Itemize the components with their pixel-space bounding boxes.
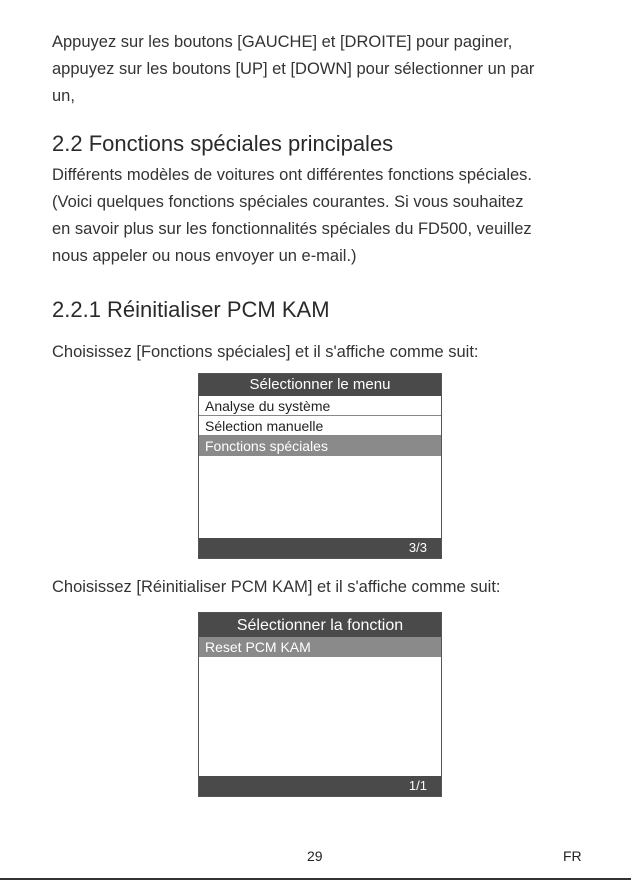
menu-item-manual-selection[interactable]: Sélection manuelle [199,416,441,436]
menu-item-system-analysis[interactable]: Analyse du système [199,396,441,416]
menu-item-reset-pcm-kam[interactable]: Reset PCM KAM [199,637,441,657]
intro-line: Appuyez sur les boutons [GAUCHE] et [DROITE] pour paginer, [52,33,513,51]
section-heading-2-2-1: 2.2.1 Réinitialiser PCM KAM [52,297,330,322]
instruction-text-2: Choisissez [Réinitialiser PCM KAM] et il s'affiche comme suit: [52,578,501,596]
page-indicator: 1/1 [199,776,441,796]
intro-paragraph [52,29,592,110]
device-screen-select-function [198,612,442,797]
intro-line: un, [52,87,75,105]
menu-item-special-functions[interactable]: Fonctions spéciales [199,436,441,456]
function-list [199,637,441,657]
language-tag: FR [563,848,582,864]
bottom-divider [0,878,631,880]
section-heading-2-2: 2.2 Fonctions spéciales principales [52,131,394,156]
paragraph-line: nous appeler ou nous envoyer un e-mail.) [52,247,357,265]
menu-list [199,396,441,456]
instruction-text-1: Choisissez [Fonctions spéciales] et il s'affiche comme suit: [52,343,479,361]
page-number: 29 [307,848,323,864]
paragraph-line: (Voici quelques fonctions spéciales courantes. Si vous souhaitez [52,193,524,211]
paragraph-line: Différents modèles de voitures ont différentes fonctions spéciales. [52,166,532,184]
screen-title: Sélectionner la fonction [199,613,441,637]
device-screen-select-menu [198,373,442,559]
section-2-2-paragraph [52,162,592,270]
screen-title: Sélectionner le menu [199,374,441,396]
paragraph-line: en savoir plus sur les fonctionnalités spéciales du FD500, veuillez [52,220,532,238]
page-indicator: 3/3 [199,538,441,558]
intro-line: appuyez sur les boutons [UP] et [DOWN] pour sélectionner un par [52,60,535,78]
